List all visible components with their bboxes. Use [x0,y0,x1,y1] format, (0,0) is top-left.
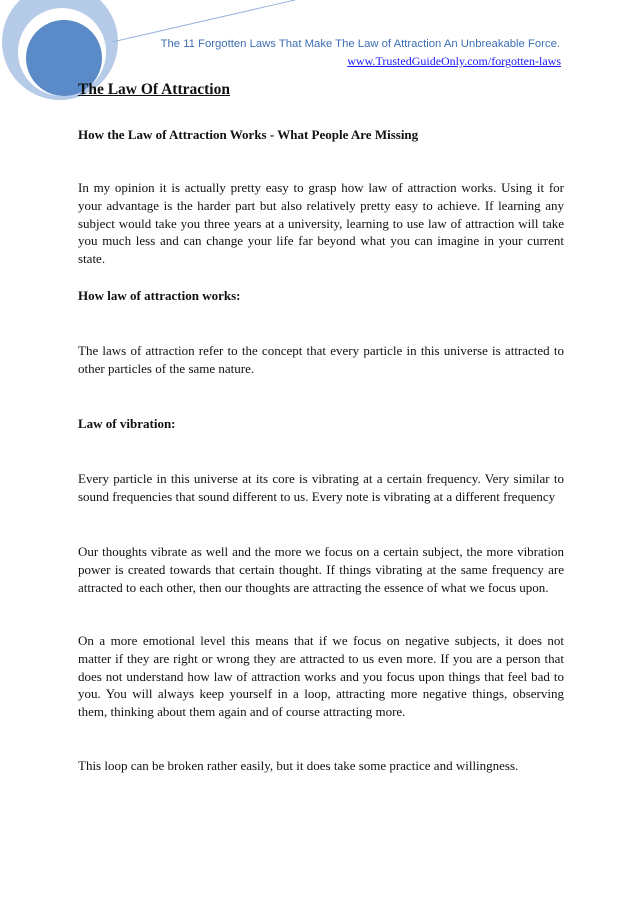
intro-paragraph: In my opinion it is actually pretty easy to grasp how law of attraction works. Using it for your advantage is the harder part but also relatively pretty easy to achieve. If learning any subject would take you three years at a university, learning to use law of attraction will take you much less and can change your life far beyond what you can imagine in your current state. [78,180,564,267]
loop-paragraph: This loop can be broken rather easily, but it does take some practice and willingness. [78,758,519,773]
heading-how-it-works: How law of attraction works: [78,288,241,303]
document-subtitle: How the Law of Attraction Works - What People Are Missing [78,127,419,142]
document-title: The Law Of Attraction [78,81,230,98]
heading-law-of-vibration: Law of vibration: [78,416,176,431]
emotional-paragraph: On a more emotional level this means that if we focus on negative subjects, it does not matter if they are right or wrong they are attracted to us even more. If you are a person that does not understand how law of attraction works and you focus upon things that feel bad to you. You will always keep yourself in a loop, attracting more negative things, observing them, thinking about them again and of course attracting more. [78,633,564,720]
header-link[interactable]: www.TrustedGuideOnly.com/forgotten-laws [347,54,561,68]
diagonal-line [112,0,295,42]
vibration-paragraph-1: Every particle in this universe at its core is vibrating at a certain frequency. Very similar to sound frequencies that sound different to us. Every note is vibrating at a different frequency [78,471,564,504]
header-tagline: The 11 Forgotten Laws That Make The Law of Attraction An Unbreakable Force. [160,38,560,50]
works-paragraph: The laws of attraction refer to the concept that every particle in this universe is attracted to other particles of the same nature. [78,343,564,376]
vibration-paragraph-2: Our thoughts vibrate as well and the more we focus on a certain subject, the more vibration power is created towards that certain thought. If things vibrating at the same frequency are attracted to each other, then our thoughts are attracting the essence of what we focus upon. [78,544,564,595]
